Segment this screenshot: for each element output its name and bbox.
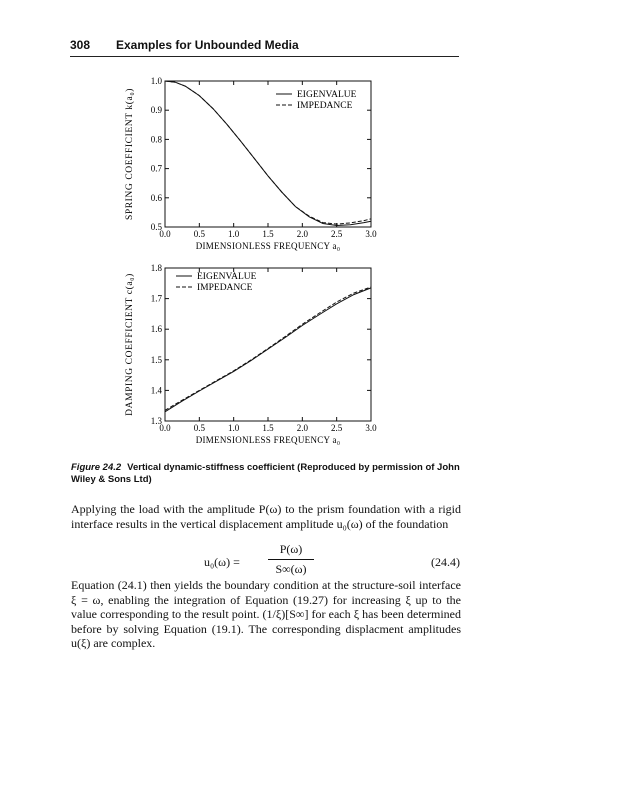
chart2-y-tick-label: 1.6: [150, 324, 162, 335]
running-title: Examples for Unbounded Media: [116, 38, 299, 52]
paragraph-1: Applying the load with the amplitude P(ω) to the prism foundation with a rigid interface results in the vertical displacement amplitude u₀(ω) of the foundation: [71, 502, 461, 531]
chart1-y-tick-label: 0.9: [150, 105, 162, 116]
chart2-x-tick-label: 0.0: [159, 423, 171, 433]
chart2-x-tick-label: 1.0: [228, 423, 240, 433]
chart1-x-tick-label: 1.0: [228, 229, 240, 239]
chart2-y-axis-label: DAMPING COEFFICIENT c(a₀): [125, 273, 135, 416]
chart2-y-tick-label: 1.3: [150, 416, 162, 426]
chart2-legend-label: EIGENVALUE: [197, 272, 257, 282]
figure-label: Figure 24.2: [71, 462, 122, 473]
chart2-x-tick-label: 2.0: [296, 423, 308, 433]
chart2-series-line-impedance: [165, 287, 371, 410]
page-number: 308: [70, 38, 91, 52]
chart2-x-tick-label: 1.5: [262, 423, 274, 433]
chart1-x-axis-label: DIMENSIONLESS FREQUENCY a₀: [195, 241, 341, 251]
chart1-y-tick-label: 0.6: [150, 192, 162, 203]
chart1-y-tick-label: 0.8: [150, 134, 162, 145]
chart1-x-tick-label: 3.0: [365, 229, 377, 239]
figure-caption: [71, 462, 471, 486]
chart1-y-tick-label: 0.5: [150, 222, 162, 232]
chart1-y-axis-label: SPRING COEFFICIENT k(a₀): [125, 87, 135, 221]
chart2-plot-frame: [165, 268, 371, 421]
equation-fraction: [268, 542, 314, 577]
chart2-x-axis-label: DIMENSIONLESS FREQUENCY a₀: [195, 435, 341, 445]
chart2-y-tick-label: 1.7: [150, 293, 162, 304]
chart1-x-tick-label: 0.0: [159, 229, 171, 239]
chart1-y-tick-label: 0.7: [150, 163, 162, 174]
equation-lhs: u₀(ω) =: [204, 555, 240, 569]
chart2-series-line-eigenvalue: [165, 288, 371, 412]
chart1-x-tick-label: 1.5: [262, 229, 274, 239]
equation-numerator: P(ω): [268, 542, 314, 560]
chart2-x-tick-label: 3.0: [365, 423, 377, 433]
equation-denominator: S∞(ω): [275, 562, 307, 576]
chart2-legend-label: IMPEDANCE: [197, 283, 253, 293]
chart2-y-tick-label: 1.4: [150, 385, 162, 396]
chart1-legend-label: EIGENVALUE: [297, 90, 357, 100]
figure-caption-text: Vertical dynamic-stiffness coefficient (Reproduced by permission of John Wiley & Sons Ltd): [71, 462, 460, 485]
chart2-x-tick-label: 0.5: [193, 423, 205, 433]
paragraph-2: Equation (24.1) then yields the boundary condition at the structure-soil interface ξ = ω, enabling the integration of Equation (19.27) for increasing ξ up to the value corresponding to the result point. (1/ξ)[S∞] for each ξ has been determined before by solving Equation (19.1). The corresponding displacment amplitudes u(ξ) are complex.: [71, 578, 461, 651]
chart2-x-tick-label: 2.5: [331, 423, 343, 433]
chart1-x-tick-label: 2.0: [296, 229, 308, 239]
chart2-y-tick-label: 1.8: [150, 263, 162, 273]
equation-number: (24.4): [431, 555, 460, 569]
chart1-legend-label: IMPEDANCE: [297, 101, 353, 111]
chart1-x-tick-label: 0.5: [193, 229, 205, 239]
chart2-y-tick-label: 1.5: [150, 354, 162, 365]
chart1-x-tick-label: 2.5: [331, 229, 343, 239]
chart1-y-tick-label: 1.0: [150, 76, 162, 86]
